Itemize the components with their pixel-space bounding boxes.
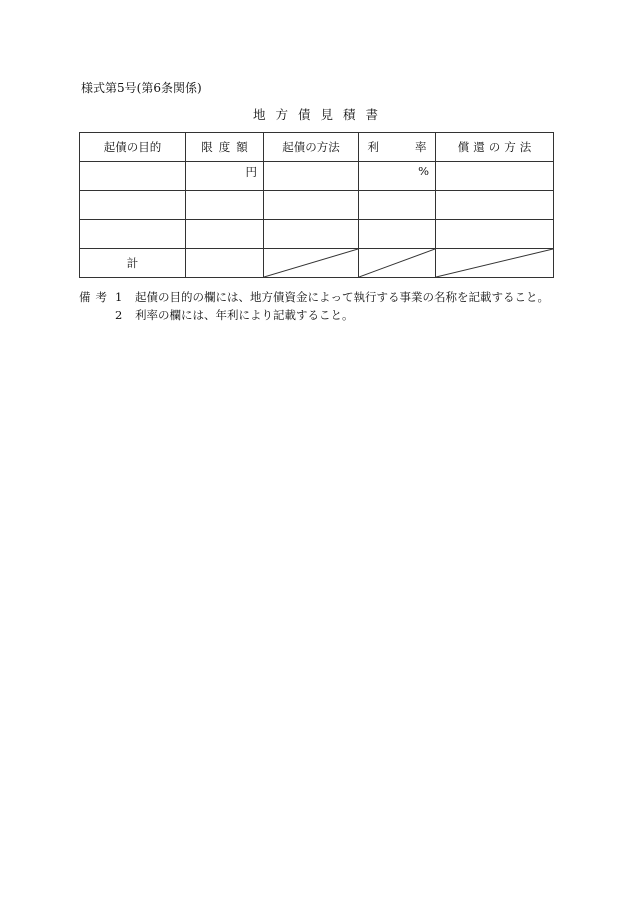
issue-method-cell[interactable] [264,191,359,220]
rate-cell[interactable] [359,162,436,191]
remark-number: 1 [115,290,123,304]
repayment-method-cell[interactable] [436,162,554,191]
purpose-cell[interactable] [80,191,186,220]
table-row [80,162,554,191]
remarks-prefix: 備考 [79,290,112,304]
remark-number: 2 [115,308,123,322]
remark-item [79,288,549,306]
header-purpose: 起債の目的 [80,133,186,162]
header-rate-char-2: 率 [415,140,427,154]
amount-cell[interactable] [186,220,264,249]
issue-method-cell[interactable] [264,220,359,249]
amount-cell[interactable] [186,191,264,220]
header-row [80,133,554,162]
issue-method-cell[interactable] [264,162,359,191]
total-row [80,249,554,278]
repayment-method-cell[interactable] [436,220,554,249]
diagonal-strike [359,249,435,277]
diagonal-strike [436,249,553,277]
estimate-table [79,132,554,278]
total-label: 計 [80,249,186,278]
diagonal-strike [264,249,358,277]
purpose-cell[interactable] [80,220,186,249]
remark-text: 利率の欄には、年利により記載すること。 [135,308,354,322]
amount-cell[interactable] [186,162,264,191]
yen-unit: 円 [245,165,257,179]
rate-cell[interactable] [359,220,436,249]
total-rate-na [359,249,436,278]
header-issue-method: 起債の方法 [264,133,359,162]
remarks-prefix-spacer [79,306,115,324]
total-issue-method-na [264,249,359,278]
repayment-method-cell[interactable] [436,191,554,220]
form-number: 様式第5号(第6条関係) [81,81,202,95]
table-row [80,191,554,220]
remark-text: 起債の目的の欄には、地方債資金によって執行する事業の名称を記載すること。 [135,290,549,304]
remarks [79,288,549,324]
total-amount-cell[interactable] [186,249,264,278]
percent-unit: % [418,164,429,178]
document-title: 地方債見積書 [252,107,388,122]
table-row [80,220,554,249]
header-repayment-method: 償還の方法 [436,133,554,162]
remark-item [79,306,549,324]
total-repayment-na [436,249,554,278]
rate-cell[interactable] [359,191,436,220]
header-interest-rate [359,133,436,162]
header-rate-char-1: 利 [367,140,379,154]
header-limit-amount: 限度額 [186,133,264,162]
purpose-cell[interactable] [80,162,186,191]
